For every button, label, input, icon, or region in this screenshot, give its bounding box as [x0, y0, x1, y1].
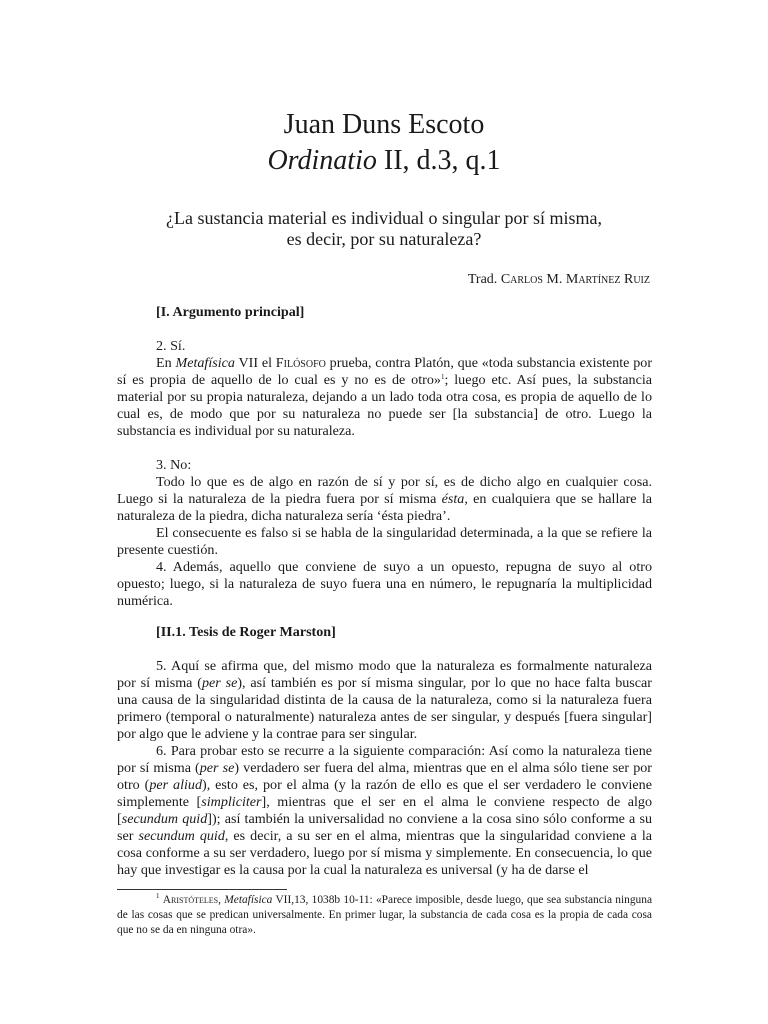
- para6-per-se: per se: [199, 760, 235, 776]
- paragraph-2-number: 2. Sí.: [156, 338, 186, 354]
- translator-prefix: Trad.: [467, 272, 501, 287]
- paragraph-3-consequent: El consecuente es falso si se habla de la singularidad determinada, a la que se refiere la presente cuestión.: [117, 525, 652, 558]
- para3-text-a: Todo lo que es de algo en razón de sí y por sí, es de dicho algo en cualquier cosa. Luego si la naturaleza de la piedra fuera por sí misma: [117, 474, 652, 507]
- work-reference: II, d.3, q.1: [376, 145, 501, 176]
- para3-text-b: , en cualquiera que se hallare la naturaleza de la piedra, dicha naturaleza sería ‘ésta piedra’.: [117, 491, 652, 524]
- para2-text-c: prueba, contra Platón, que «toda substancia existente por sí es propia de aquello de lo cual es y no es de otro»: [117, 355, 653, 388]
- paragraph-4: 4. Además, aquello que conviene de suyo a un opuesto, repugna de suyo al otro opuesto; luego, si la naturaleza de suyo fuera una en número, le repugnaría la multiplicidad numérica.: [117, 559, 652, 609]
- section-2: [117, 624, 652, 879]
- para2-text-b: VII el: [234, 355, 276, 371]
- para6-secundum-quid-1: secundum quid: [121, 811, 208, 827]
- para6-per-aliud: per aliud: [149, 777, 203, 793]
- section-2-heading: [II.1. Tesis de Roger Marston]: [156, 624, 336, 640]
- para6-text-b: ) verdadero ser fuera del alma, mientras que en el alma sólo tiene ser por otro (: [117, 760, 652, 793]
- para6-text-c: ), esto es, por el alma (y la razón de ello es que el ser verdadero le conviene simplemente [: [117, 777, 652, 810]
- paragraph-5: [117, 658, 652, 743]
- para5-per-se: per se: [201, 675, 238, 691]
- paragraph-3: [117, 474, 652, 525]
- section-1-heading: [I. Argumento principal]: [156, 304, 305, 320]
- question-heading: [110, 208, 658, 250]
- para6-secundum-quid-2: secundum quid: [138, 828, 225, 844]
- footnote-reference-1[interactable]: 1: [440, 373, 445, 381]
- translator-credit: [468, 271, 650, 288]
- footnote-1: [117, 893, 652, 938]
- footnote-author: Aristóteles: [162, 894, 219, 906]
- para5-text-b: ), así también es por sí misma singular, por lo que no hace falta buscar una causa de la singularidad distinta de la causa de la naturaleza, como si la naturaleza fuera primero (temporal o naturalmente) naturaleza antes de ser singular, y después [fuera singular] por algo que le adviene y la contrae para ser singular.: [117, 675, 652, 742]
- question-line-1: ¿La sustancia material es individual o singular por sí misma,: [166, 208, 602, 228]
- paragraph-6: [117, 743, 652, 879]
- section-1: [117, 304, 652, 610]
- paragraph-3-number: 3. No:: [156, 457, 192, 473]
- translator-name: Carlos M. Martínez Ruiz: [500, 272, 650, 287]
- para6-text-d: ], mientras que el ser en el alma le conviene respecto de algo [: [117, 794, 652, 827]
- footnote-divider: [117, 889, 287, 890]
- para6-simpliciter: simpliciter: [201, 794, 262, 810]
- para6-text-e: ]); así también la universalidad no conviene a la cosa sino sólo conforme a su ser: [117, 811, 652, 844]
- work-title: [0, 143, 768, 179]
- para6-text-a: 6. Para probar esto se recurre a la siguiente comparación: Así como la naturaleza tiene por sí misma (: [117, 743, 652, 776]
- para2-filosofo: Filósofo: [275, 355, 326, 371]
- para2-metafisica: Metafísica: [175, 355, 235, 371]
- footnote-work: Metafísica: [224, 894, 273, 906]
- para5-text-a: 5. Aquí se afirma que, del mismo modo que la naturaleza es formalmente naturaleza por sí misma (: [117, 658, 652, 691]
- author-title: Juan Duns Escoto: [283, 109, 485, 140]
- footnote-mark: 1: [156, 892, 160, 900]
- para2-text-d: ; luego etc. Así pues, la substancia material por su propia naturaleza, dejando a un lado toda otra cosa, es propia de aquello de lo cual es, de modo que por su naturaleza no puede ser [la substancia] de otro. Luego la substancia es individual por su naturaleza.: [117, 372, 652, 439]
- work-title-italic: Ordinatio: [267, 145, 377, 176]
- paragraph-2: [117, 355, 652, 440]
- question-line-2: es decir, por su naturaleza?: [286, 229, 482, 249]
- footnote-separator: ,: [218, 894, 225, 906]
- footnote-text: VII,13, 1038b 10-11: «Parece imposible, desde luego, que sea substancia ninguna de las cosas que se predican universalmente. En primer lugar, la substancia de cada cosa es la propia de cada cosa que no se da en ninguna otra».: [117, 894, 653, 936]
- para6-text-f: , es decir, a su ser en el alma, mientras que la singularidad conviene a la cosa conforme a su ser verdadero, luego por sí misma y simplemente. En consecuencia, lo que hay que investigar es la causa por la cual la naturaleza es universal (y ha de darse el: [117, 828, 652, 878]
- para2-text-a: En: [156, 355, 176, 371]
- para3-esta: ésta: [441, 491, 465, 507]
